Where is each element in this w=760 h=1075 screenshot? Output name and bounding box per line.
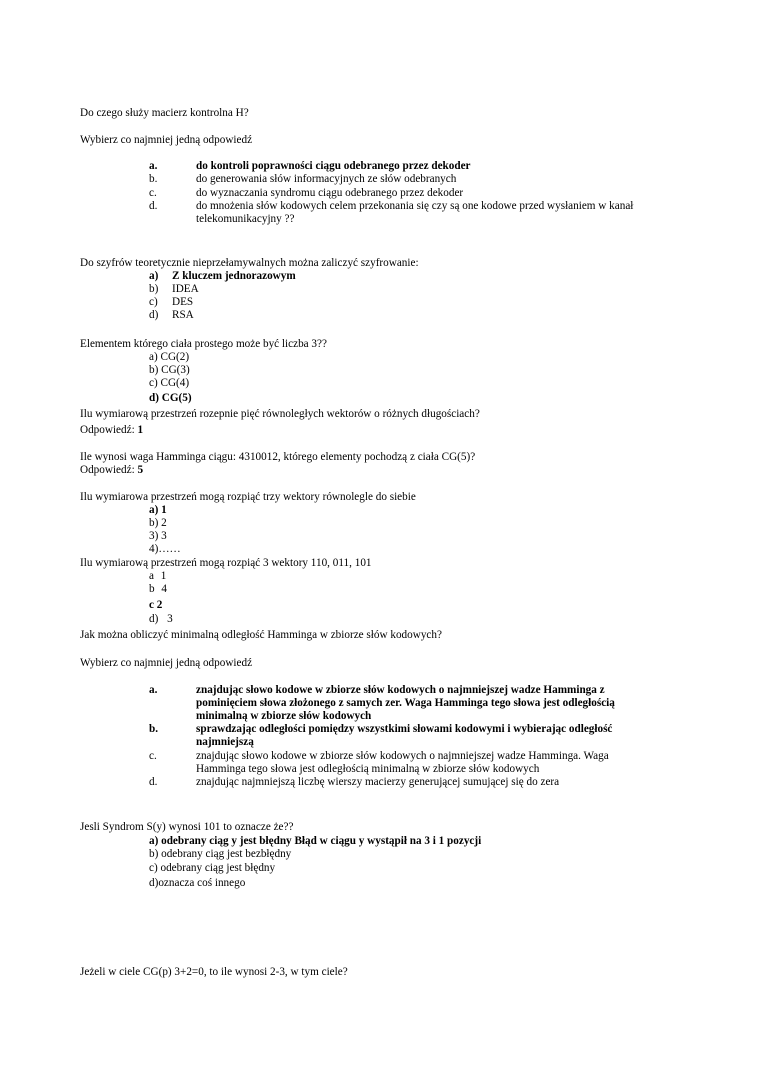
q6-option-d: 4)…… — [149, 543, 181, 555]
q8-option-d-line1: znajdując najmniejszą liczbę wierszy macierzy generującej sumującej się do zera — [196, 776, 560, 788]
q3-option-c: c) CG(4) — [149, 377, 190, 389]
answer-4 — [80, 424, 143, 437]
q2-option-d-label: d) — [149, 309, 159, 321]
q8-option-a-line3: minimalną w zbiorze słów kodowych — [196, 710, 372, 722]
q9-option-a: a) odebrany ciąg y jest błędny Błąd w ciągu y wystąpił na 3 i 1 pozycji — [149, 835, 482, 847]
answer-5-value: 5 — [137, 464, 144, 476]
q2-option-c: DES — [172, 296, 194, 308]
q8-option-c-line1: znajdując słowo kodowe w zbiorze słów kodowych o najmniejszej wadze Hamminga. Waga — [196, 750, 609, 762]
q2-option-a: Z kluczem jednorazowym — [172, 270, 296, 282]
q9-option-b: b) odebrany ciąg jest bezbłędny — [149, 848, 292, 860]
q6-option-a: a) 1 — [149, 504, 167, 516]
q7-option-d: d) 3 — [149, 613, 173, 625]
q9-option-d: d)oznacza coś innego — [149, 877, 246, 889]
q1-option-a-label: a. — [149, 160, 158, 172]
answer-5-label: Odpowiedź: — [80, 464, 138, 476]
q8-option-a-line2: pominięciem słowa złożonego z samych zer. Waga Hamminga tego słowa jest odległością — [196, 697, 615, 709]
q3-option-b: b) CG(3) — [149, 364, 190, 376]
question-1: Do czego służy macierz kontrolna H? — [80, 107, 249, 119]
q8-option-b-line1: sprawdzając odległości pomiędzy wszystkimi słowami kodowymi i wybierając odległość — [196, 723, 613, 735]
question-7: Ilu wymiarową przestrzeń mogą rozpiąć 3 wektory 110, 011, 101 — [80, 557, 372, 569]
answer-4-value: 1 — [137, 424, 144, 436]
q3-option-d: d) CG(5) — [149, 392, 192, 404]
q8-option-a-line1: znajdując słowo kodowe w zbiorze słów kodowych o najmniejszej wadze Hamminga z — [196, 684, 605, 696]
q2-option-b: IDEA — [172, 283, 199, 295]
q2-option-d: RSA — [172, 309, 194, 321]
q8-option-c-label: c. — [149, 750, 157, 762]
q8-option-b-line2: najmniejszą — [196, 736, 254, 748]
q8-option-d-label: d. — [149, 776, 158, 788]
q7-option-b: b 4 — [149, 583, 167, 595]
q1-option-d-cont: telekomunikacyjny ?? — [196, 213, 295, 225]
q2-option-b-label: b) — [149, 283, 159, 295]
question-10: Jeżeli w ciele CG(p) 3+2=0, to ile wynosi 2-3, w tym ciele? — [80, 966, 348, 978]
question-3: Elementem którego ciała prostego może być liczba 3?? — [80, 338, 327, 350]
q2-option-a-label: a) — [149, 270, 159, 282]
q1-option-a: do kontroli poprawności ciągu odebranego przez dekoder — [196, 160, 471, 172]
q1-option-d-label: d. — [149, 200, 158, 212]
q1-option-b-label: b. — [149, 173, 158, 185]
q3-option-a: a) CG(2) — [149, 351, 190, 363]
q2-option-c-label: c) — [149, 296, 158, 308]
instruction-8: Wybierz co najmniej jedną odpowiedź — [80, 657, 253, 669]
q9-option-c: c) odebrany ciąg jest błędny — [149, 862, 276, 874]
answer-4-label: Odpowiedź: — [80, 424, 138, 436]
question-6: Ilu wymiarowa przestrzeń mogą rozpiąć trzy wektory równolegle do siebie — [80, 491, 416, 503]
q1-option-b: do generowania słów informacyjnych ze słów odebranych — [196, 173, 457, 185]
question-9: Jesli Syndrom S(y) wynosi 101 to oznacze że?? — [80, 821, 294, 833]
q6-option-c: 3) 3 — [149, 530, 167, 542]
q6-option-b: b) 2 — [149, 517, 167, 529]
question-5: Ile wynosi waga Hamminga ciągu: 4310012, którego elementy pochodzą z ciała CG(5)? — [80, 451, 476, 463]
q1-option-c: do wyznaczania syndromu ciągu odebranego przez dekoder — [196, 187, 464, 199]
q7-option-c: c 2 — [149, 599, 163, 611]
q8-option-b-label: b. — [149, 723, 159, 735]
question-2: Do szyfrów teoretycznie nieprzełamywalnych można zaliczyć szyfrowanie: — [80, 257, 419, 269]
instruction-1: Wybierz co najmniej jedną odpowiedź — [80, 134, 253, 146]
q8-option-c-line2: Hamminga tego słowa jest odległością minimalną w zbiorze słów kodowych — [196, 763, 540, 775]
question-4: Ilu wymiarową przestrzeń rozepnie pięć równoległych wektorów o różnych długościach? — [80, 408, 480, 420]
q1-option-c-label: c. — [149, 187, 157, 199]
q8-option-a-label: a. — [149, 684, 158, 696]
q7-option-a: a 1 — [149, 570, 167, 582]
q1-option-d: do mnożenia słów kodowych celem przekonania się czy są one kodowe przed wysłaniem w kanał — [196, 200, 634, 212]
answer-5 — [80, 464, 143, 477]
question-8: Jak można obliczyć minimalną odległość Hamminga w zbiorze słów kodowych? — [80, 629, 442, 641]
